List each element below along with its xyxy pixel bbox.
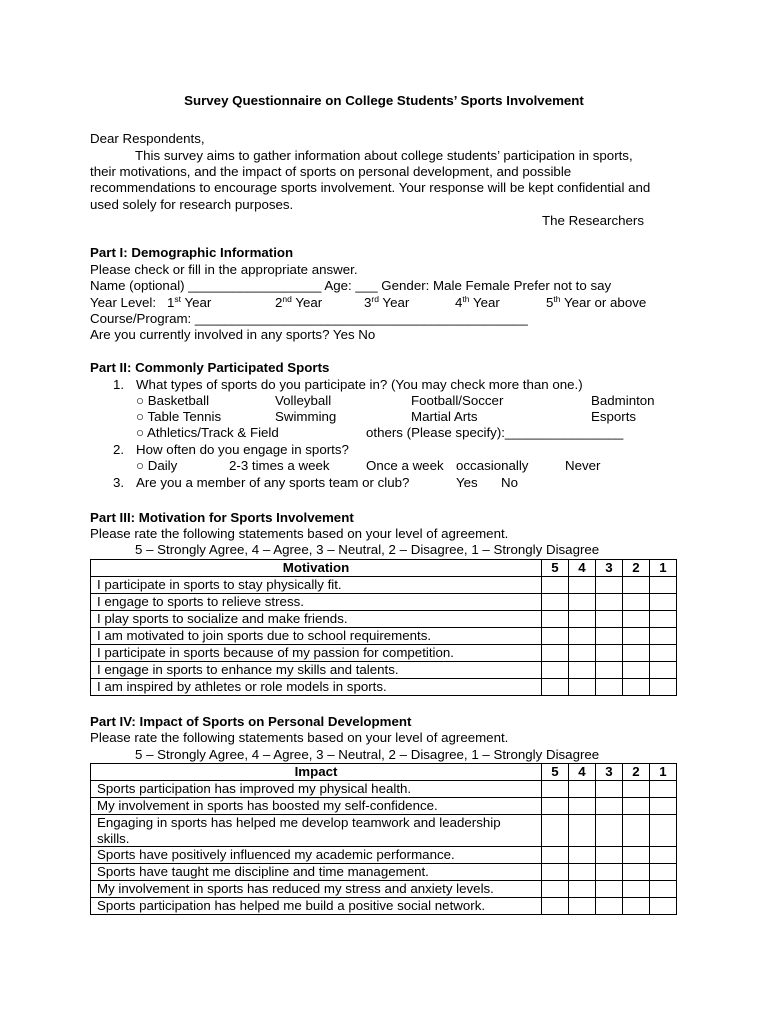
rating-header-3: 3 [596, 560, 623, 577]
rating-cell[interactable] [542, 628, 569, 645]
statement-cell: I am inspired by athletes or role models in sports. [91, 679, 542, 696]
rating-cell[interactable] [623, 577, 650, 594]
table-row [91, 662, 677, 679]
rating-cell[interactable] [650, 628, 677, 645]
intro-line-3: recommendations to encourage sports involvement. Your response will be kept confidential and [90, 180, 651, 195]
rating-cell[interactable] [650, 847, 677, 864]
rating-cell[interactable] [596, 898, 623, 915]
part1-instruction: Please check or fill in the appropriate answer. [90, 262, 358, 277]
table-row [91, 864, 677, 881]
statement-cell: Sports participation has helped me build a positive social network. [91, 898, 542, 915]
rating-header-5: 5 [542, 764, 569, 781]
question-1-number: 1. [113, 377, 125, 392]
rating-cell[interactable] [569, 611, 596, 628]
sport-option: Martial Arts [411, 409, 478, 424]
rating-cell[interactable] [569, 594, 596, 611]
team-option-no: No [501, 475, 518, 490]
part4-instruction: Please rate the following statements based on your level of agreement. [90, 730, 509, 745]
rating-cell[interactable] [623, 881, 650, 898]
rating-cell[interactable] [650, 815, 677, 847]
table-header-impact: Impact [91, 764, 542, 781]
statement-cell: Sports participation has improved my physical health. [91, 781, 542, 798]
sport-option: Volleyball [275, 393, 332, 408]
table-row [91, 881, 677, 898]
rating-cell[interactable] [596, 847, 623, 864]
rating-cell[interactable] [542, 898, 569, 915]
sport-option: Esports [591, 409, 637, 424]
part3-scale: 5 – Strongly Agree, 4 – Agree, 3 – Neutral, 2 – Disagree, 1 – Strongly Disagree [135, 542, 600, 557]
frequency-option: Once a week [366, 458, 444, 473]
rating-cell[interactable] [542, 798, 569, 815]
rating-cell[interactable] [596, 798, 623, 815]
part1-heading: Part I: Demographic Information [90, 245, 294, 260]
table-row [91, 798, 677, 815]
table-header-row [91, 764, 677, 781]
rating-cell[interactable] [569, 781, 596, 798]
rating-cell[interactable] [623, 864, 650, 881]
part3-heading: Part III: Motivation for Sports Involvement [90, 510, 354, 525]
rating-cell[interactable] [569, 881, 596, 898]
question-2-number: 2. [113, 442, 125, 457]
year-option-4: 4th Year [455, 294, 500, 310]
rating-cell[interactable] [569, 798, 596, 815]
rating-cell[interactable] [623, 898, 650, 915]
table-row [91, 679, 677, 696]
rating-cell[interactable] [623, 594, 650, 611]
rating-cell[interactable] [569, 577, 596, 594]
sport-option: Football/Soccer [411, 393, 504, 408]
signature: The Researchers [542, 213, 644, 228]
rating-cell[interactable] [596, 679, 623, 696]
rating-cell[interactable] [650, 781, 677, 798]
sport-option-other: others (Please specify):________________ [366, 425, 624, 440]
rating-cell[interactable] [542, 847, 569, 864]
rating-cell[interactable] [542, 577, 569, 594]
sport-option: ○ Table Tennis [136, 409, 222, 424]
table-row [91, 815, 677, 847]
rating-cell[interactable] [650, 594, 677, 611]
table-row [91, 645, 677, 662]
year-option-2: 2nd Year [275, 294, 323, 310]
rating-cell[interactable] [596, 815, 623, 847]
table-row [91, 594, 677, 611]
sport-option: Swimming [275, 409, 337, 424]
statement-cell: I engage to sports to relieve stress. [91, 594, 542, 611]
rating-cell[interactable] [596, 781, 623, 798]
statement-cell: I play sports to socialize and make friends. [91, 611, 542, 628]
rating-header-2: 2 [623, 560, 650, 577]
rating-cell[interactable] [650, 662, 677, 679]
sport-option: Badminton [591, 393, 655, 408]
question-2: How often do you engage in sports? [136, 442, 349, 457]
year-option-1: 1st Year [167, 294, 212, 310]
impact-table [90, 763, 677, 915]
table-row [91, 898, 677, 915]
rating-cell[interactable] [650, 611, 677, 628]
statement-cell: I am motivated to join sports due to school requirements. [91, 628, 542, 645]
rating-cell[interactable] [569, 847, 596, 864]
rating-cell[interactable] [596, 611, 623, 628]
rating-cell[interactable] [623, 679, 650, 696]
table-row [91, 781, 677, 798]
rating-cell[interactable] [650, 577, 677, 594]
table-row [91, 611, 677, 628]
rating-cell[interactable] [650, 645, 677, 662]
rating-cell[interactable] [542, 662, 569, 679]
frequency-option: Never [565, 458, 601, 473]
rating-cell[interactable] [596, 645, 623, 662]
rating-cell[interactable] [596, 594, 623, 611]
rating-cell[interactable] [623, 798, 650, 815]
statement-cell: Sports have taught me discipline and time management. [91, 864, 542, 881]
rating-header-4: 4 [569, 560, 596, 577]
document-title: Survey Questionnaire on College Students’ Sports Involvement [184, 93, 584, 108]
salutation: Dear Respondents, [90, 131, 205, 146]
statement-cell: Engaging in sports has helped me develop teamwork and leadership skills. [91, 815, 542, 847]
year-option-3: 3rd Year [364, 294, 410, 310]
statement-cell: Sports have positively influenced my academic performance. [91, 847, 542, 864]
rating-cell[interactable] [569, 864, 596, 881]
intro-line-2: their motivations, and the impact of sports on personal development, and possible [90, 164, 572, 179]
course-program-line: Course/Program: _____________________________________________ [90, 311, 528, 326]
rating-cell[interactable] [623, 611, 650, 628]
team-option-yes: Yes [456, 475, 478, 490]
rating-cell[interactable] [542, 815, 569, 847]
rating-cell[interactable] [569, 645, 596, 662]
rating-cell[interactable] [623, 662, 650, 679]
rating-cell[interactable] [569, 628, 596, 645]
sport-option: ○ Athletics/Track & Field [136, 425, 279, 440]
table-header-row [91, 560, 677, 577]
rating-cell[interactable] [623, 628, 650, 645]
rating-cell[interactable] [542, 645, 569, 662]
rating-cell[interactable] [596, 881, 623, 898]
rating-cell[interactable] [596, 628, 623, 645]
rating-cell[interactable] [596, 577, 623, 594]
motivation-table [90, 559, 677, 696]
statement-cell: I participate in sports to stay physically fit. [91, 577, 542, 594]
statement-cell: My involvement in sports has boosted my self-confidence. [91, 798, 542, 815]
frequency-option: 2-3 times a week [229, 458, 330, 473]
rating-header-1: 1 [650, 764, 677, 781]
rating-cell[interactable] [542, 864, 569, 881]
sport-option: ○ Basketball [136, 393, 210, 408]
question-3: Are you a member of any sports team or club? [136, 475, 410, 490]
table-row [91, 628, 677, 645]
rating-header-1: 1 [650, 560, 677, 577]
frequency-option: ○ Daily [136, 458, 178, 473]
rating-cell[interactable] [569, 662, 596, 679]
rating-cell[interactable] [596, 662, 623, 679]
rating-header-4: 4 [569, 764, 596, 781]
rating-cell[interactable] [650, 798, 677, 815]
question-3-number: 3. [113, 475, 125, 490]
part4-scale: 5 – Strongly Agree, 4 – Agree, 3 – Neutral, 2 – Disagree, 1 – Strongly Disagree [135, 747, 600, 762]
rating-header-5: 5 [542, 560, 569, 577]
involved-question: Are you currently involved in any sports? Yes No [90, 327, 376, 342]
rating-cell[interactable] [542, 881, 569, 898]
rating-cell[interactable] [623, 781, 650, 798]
statement-cell: I engage in sports to enhance my skills and talents. [91, 662, 542, 679]
part3-instruction: Please rate the following statements based on your level of agreement. [90, 526, 509, 541]
rating-header-2: 2 [623, 764, 650, 781]
statement-cell: My involvement in sports has reduced my stress and anxiety levels. [91, 881, 542, 898]
rating-cell[interactable] [623, 847, 650, 864]
table-row [91, 577, 677, 594]
question-1: What types of sports do you participate in? (You may check more than one.) [136, 377, 583, 392]
rating-cell[interactable] [650, 864, 677, 881]
name-age-gender-line: Name (optional) __________________ Age: ___ Gender: Male Female Prefer not to say [90, 278, 612, 293]
rating-cell[interactable] [542, 594, 569, 611]
frequency-option: occasionally [456, 458, 529, 473]
rating-cell[interactable] [542, 611, 569, 628]
rating-cell[interactable] [650, 881, 677, 898]
table-row [91, 847, 677, 864]
rating-cell[interactable] [623, 815, 650, 847]
year-level-label: Year Level: [90, 295, 157, 310]
rating-cell[interactable] [596, 864, 623, 881]
rating-cell[interactable] [569, 679, 596, 696]
statement-cell: I participate in sports because of my passion for competition. [91, 645, 542, 662]
rating-header-3: 3 [596, 764, 623, 781]
rating-cell[interactable] [650, 679, 677, 696]
rating-cell[interactable] [569, 898, 596, 915]
intro-line-1: This survey aims to gather information about college students’ participation in sports, [135, 148, 633, 163]
rating-cell[interactable] [569, 815, 596, 847]
intro-line-4: used solely for research purposes. [90, 197, 294, 212]
part4-heading: Part IV: Impact of Sports on Personal Development [90, 714, 412, 729]
rating-cell[interactable] [542, 781, 569, 798]
rating-cell[interactable] [623, 645, 650, 662]
part2-heading: Part II: Commonly Participated Sports [90, 360, 330, 375]
year-option-5: 5th Year or above [546, 294, 647, 310]
rating-cell[interactable] [650, 898, 677, 915]
rating-cell[interactable] [542, 679, 569, 696]
table-header-motivation: Motivation [91, 560, 542, 577]
